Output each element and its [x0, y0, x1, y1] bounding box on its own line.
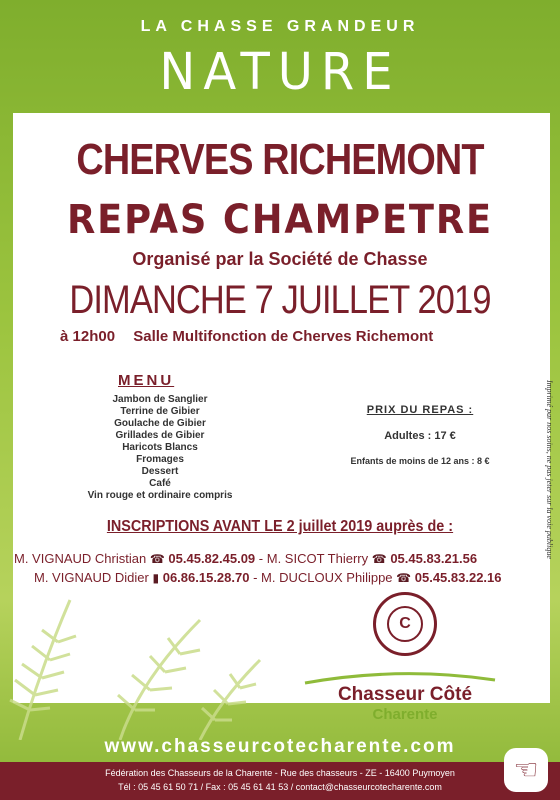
contact-name: M. SICOT Thierry: [266, 551, 369, 566]
contact-name: M. VIGNAUD Christian: [14, 551, 147, 566]
header-nature: NATURE: [159, 42, 401, 102]
menu-list: [60, 394, 260, 502]
header-tagline: LA CHASSE GRANDEUR: [140, 18, 420, 35]
menu-heading: MENU: [118, 372, 175, 389]
event-time: à 12h00: [60, 328, 116, 345]
contact-name: M. VIGNAUD Didier: [34, 570, 149, 585]
event-place: Salle Multifonction de Cherves Richemont: [133, 328, 434, 345]
event-date: DIMANCHE 7 JUILLET 2019: [69, 278, 491, 322]
logo-subtitle: Charente: [372, 706, 438, 723]
footer-contact: Tél : 05 45 61 50 71 / Fax : 05 45 61 41 53 / contact@chasseurcotecharente.com: [118, 782, 442, 792]
telephone-icon: ☎: [396, 571, 412, 585]
menu-item: Terrine de Gibier: [120, 406, 200, 417]
price-children: Enfants de moins de 12 ans : 8 €: [350, 456, 490, 466]
contact-phone: 05.45.83.21.56: [390, 551, 478, 566]
telephone-icon: ☎: [371, 552, 387, 566]
price-heading: PRIX DU REPAS :: [366, 404, 474, 416]
price-adults: Adultes : 17 €: [384, 430, 456, 442]
footer-address: Fédération des Chasseurs de la Charente - Rue des chasseurs - ZE - 16400 Puymoyen: [105, 768, 455, 778]
print-notice: Imprimé par nos soins, ne pas jeter sur la voie publique: [545, 380, 554, 559]
logo-letter: C: [387, 606, 423, 642]
organizer-line: Organisé par la Société de Chasse: [132, 249, 428, 269]
menu-item: Vin rouge et ordinaire compris: [87, 490, 233, 501]
website-link[interactable]: www.chasseurcotecharente.com: [104, 736, 456, 757]
contact-phone: 05.45.83.22.16: [414, 570, 502, 585]
contact-name: M. DUCLOUX Philippe: [261, 570, 393, 585]
menu-item: Café: [149, 478, 171, 489]
telephone-icon: ☎: [149, 552, 165, 566]
contact-row: [34, 570, 560, 585]
contact-row: [14, 551, 554, 566]
inscriptions-heading: INSCRIPTIONS AVANT LE 2 juillet 2019 auprès de :: [106, 518, 454, 535]
separator: -: [258, 551, 267, 566]
mobile-phone-icon: ▮: [152, 571, 160, 585]
menu-item: Goulache de Gibier: [114, 418, 206, 429]
pointing-hand-icon: ☜: [504, 748, 548, 792]
contact-phone: 06.86.15.28.70: [162, 570, 250, 585]
price-block: [320, 404, 520, 466]
logo-name: Chasseur Côté: [337, 684, 473, 705]
event-title: REPAS CHAMPETRE: [66, 197, 494, 243]
separator: -: [253, 570, 262, 585]
time-and-place: [60, 328, 540, 345]
menu-item: Jambon de Sanglier: [112, 394, 208, 405]
menu-item: Grillades de Gibier: [115, 430, 205, 441]
menu-item: Fromages: [136, 454, 184, 465]
town-title: CHERVES RICHEMONT: [76, 135, 484, 184]
fern-decoration-icon: [0, 560, 300, 740]
menu-item: Haricots Blancs: [122, 442, 198, 453]
menu-item: Dessert: [141, 466, 179, 477]
contact-phone: 05.45.82.45.09: [168, 551, 256, 566]
